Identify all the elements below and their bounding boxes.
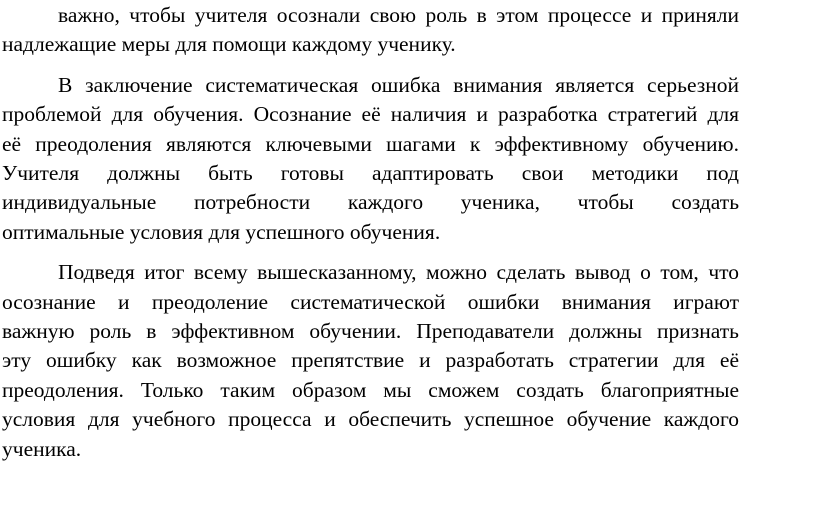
paragraph-line: преодоления. Только таким образом мы сможем создать благоприятные	[2, 377, 739, 402]
paragraph-line: эту ошибку как возможное препятствие и разработать стратегии для её	[2, 348, 739, 373]
paragraph-line: Учителя должны быть готовы адаптировать свои методики под	[2, 161, 739, 186]
paragraph-2	[2, 71, 739, 247]
paragraph-line: ученика.	[2, 436, 82, 461]
paragraph-line: надлежащие меры для помощи каждому ученику.	[2, 32, 456, 57]
paragraph-line: оптимальные условия для успешного обучения.	[2, 219, 441, 244]
paragraph-line: В заключение систематическая ошибка внимания является серьезной	[58, 72, 739, 97]
paragraph-line: её преодоления являются ключевыми шагами к эффективному обучению.	[2, 131, 739, 156]
paragraph-3	[2, 258, 739, 464]
paragraph-line: осознание и преодоление систематической ошибки внимания играют	[2, 289, 739, 314]
paragraph-line: проблемой для обучения. Осознание её наличия и разработка стратегий для	[2, 102, 739, 127]
paragraph-line: индивидуальные потребности каждого ученика, чтобы создать	[2, 190, 739, 215]
paragraph-1	[2, 1, 739, 60]
paragraph-line: Подведя итог всему вышесказанному, можно сделать вывод о том, что	[58, 260, 739, 285]
paragraph-line: важно, чтобы учителя осознали свою роль в этом процессе и приняли	[58, 3, 739, 27]
paragraph-line: условия для учебного процесса и обеспечить успешное обучение каждого	[2, 407, 739, 432]
document-body	[2, 1, 739, 464]
paragraph-line: важную роль в эффективном обучении. Преподаватели должны признать	[2, 319, 739, 344]
